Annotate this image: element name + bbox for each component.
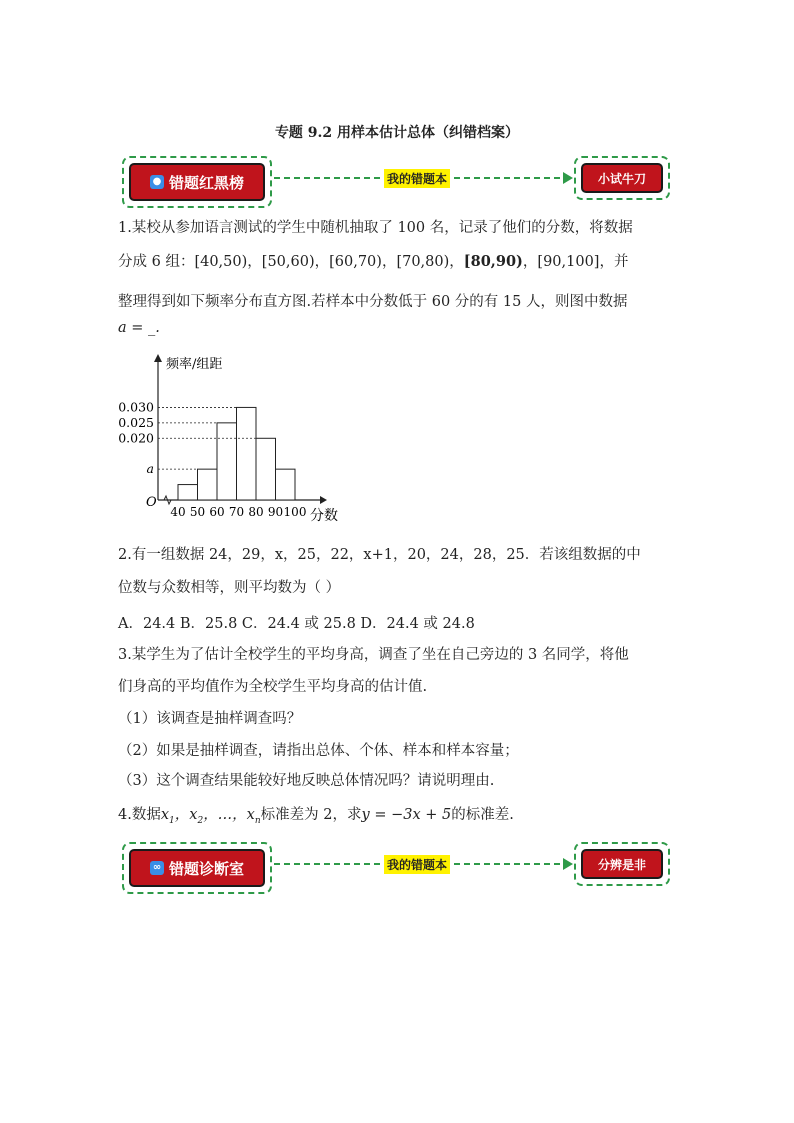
histogram-bar [198, 469, 218, 500]
page-title: 专题 9.2 用样本估计总体（纠错档案） [274, 125, 520, 141]
banner-right-button[interactable] [581, 163, 663, 193]
q4-suffix: 的标准差. [451, 807, 514, 823]
banner-right-frame [574, 156, 670, 200]
banner2-right-frame [574, 842, 670, 886]
banner-left-button[interactable] [129, 163, 265, 201]
x-tick-label: 100 [283, 505, 307, 519]
q3-sub3: （3）这个调查结果能较好地反映总体情况吗？请说明理由. [118, 773, 495, 789]
x-axis-label: 分数 [310, 508, 338, 524]
banner2-right-label: 分辨是非 [597, 857, 646, 872]
interval-3: [70,80) [396, 254, 450, 270]
user-icon: ● [150, 175, 164, 189]
banner-diagnosis [122, 842, 670, 894]
x-tick-label: 50 [189, 505, 206, 519]
interval-5: [90,100] [537, 254, 600, 270]
histogram-bar [276, 469, 296, 500]
q3-sub1: （1）该调查是抽样调查吗？ [118, 711, 302, 727]
histogram-bar [178, 485, 198, 500]
q1-line4: a = _. [118, 320, 160, 336]
arrow-right-icon [563, 858, 573, 870]
q4-prefix: 4.数据 [118, 807, 161, 823]
interval-0: [40,50) [194, 254, 248, 270]
q3-sub2: （2）如果是抽样调查，请指出总体、个体、样本和样本容量； [118, 743, 519, 759]
y-axis-label: 频率/组距 [166, 357, 223, 372]
banner2-right-button[interactable] [581, 849, 663, 879]
banner-right-label: 小试牛刀 [597, 171, 646, 186]
q2-options: A．24.4 B．25.8 C．24.4 或 25.8 D．24.4 或 24.8 [118, 616, 475, 632]
origin-label: O [146, 495, 157, 510]
q2-line1: 2.有一组数据 24，29，x，25，22，x+1，20，24，28，25．若该组数据的中 [118, 547, 641, 563]
y-tick-label: 0.025 [118, 414, 154, 430]
interval-1: [50,60) [261, 254, 315, 270]
histogram-bar [237, 407, 257, 500]
interval-4: [80,90) [463, 253, 523, 270]
banner2-left-frame [122, 842, 272, 894]
q4-data-list: $x_1$，$x_2$，…，$x_n$ [160, 807, 261, 826]
q3-line2: 们身高的平均值作为全校学生平均身高的估计值. [118, 679, 428, 695]
banner-left-frame [122, 156, 272, 208]
q1-line3: 整理得到如下频率分布直方图.若样本中分数低于 60 分的有 15 人，则图中数据 [118, 294, 628, 310]
x-axis-arrow [320, 496, 327, 504]
banner2-middle-label: 我的错题本 [384, 855, 450, 874]
banner-error-list [122, 156, 670, 208]
q4-formula: y = −3x + 5 [361, 807, 452, 823]
histogram-bar [217, 423, 237, 500]
arrow-right-icon [563, 172, 573, 184]
y-tick-label: 0.020 [118, 430, 154, 446]
x-tick-label: 60 [209, 505, 225, 519]
q1-line2: 分成 6 组：[40,50)，[50,60)，[60,70)，[70,80)，[80,90)，[90,100]，并 [118, 253, 629, 270]
q2-line2: 位数与众数相等，则平均数为（ ） [118, 580, 341, 596]
banner-left-label: 错题红黑榜 [168, 173, 244, 192]
y-axis-arrow [154, 354, 162, 362]
q1-line1: 1.某校从参加语言测试的学生中随机抽取了 100 名，记录了他们的分数，将数据 [118, 220, 633, 236]
banner2-left-label: 错题诊断室 [168, 859, 244, 878]
interval-2: [60,70) [329, 254, 382, 270]
x-tick-label: 90 [267, 505, 284, 519]
q4-mid: 标准差为 2，求 [260, 807, 362, 823]
y-tick-label: a [146, 461, 154, 477]
histogram-chart [115, 350, 355, 530]
banner2-left-button[interactable] [129, 849, 265, 887]
q1-line2-suffix: ，并 [599, 254, 629, 270]
banner-middle-label: 我的错题本 [384, 169, 450, 188]
link-icon: ∞ [150, 861, 164, 875]
histogram-bar [256, 438, 276, 500]
q1-line2-prefix: 分成 6 组： [118, 254, 195, 270]
x-tick-label: 80 [248, 505, 264, 519]
q3-line1: 3.某学生为了估计全校学生的平均身高，调查了坐在自己旁边的 3 名同学，将他 [118, 647, 629, 663]
y-tick-label: 0.030 [118, 399, 154, 415]
q4-line [118, 803, 514, 826]
x-tick-label: 70 [228, 505, 245, 519]
x-tick-label: 40 [170, 505, 186, 519]
